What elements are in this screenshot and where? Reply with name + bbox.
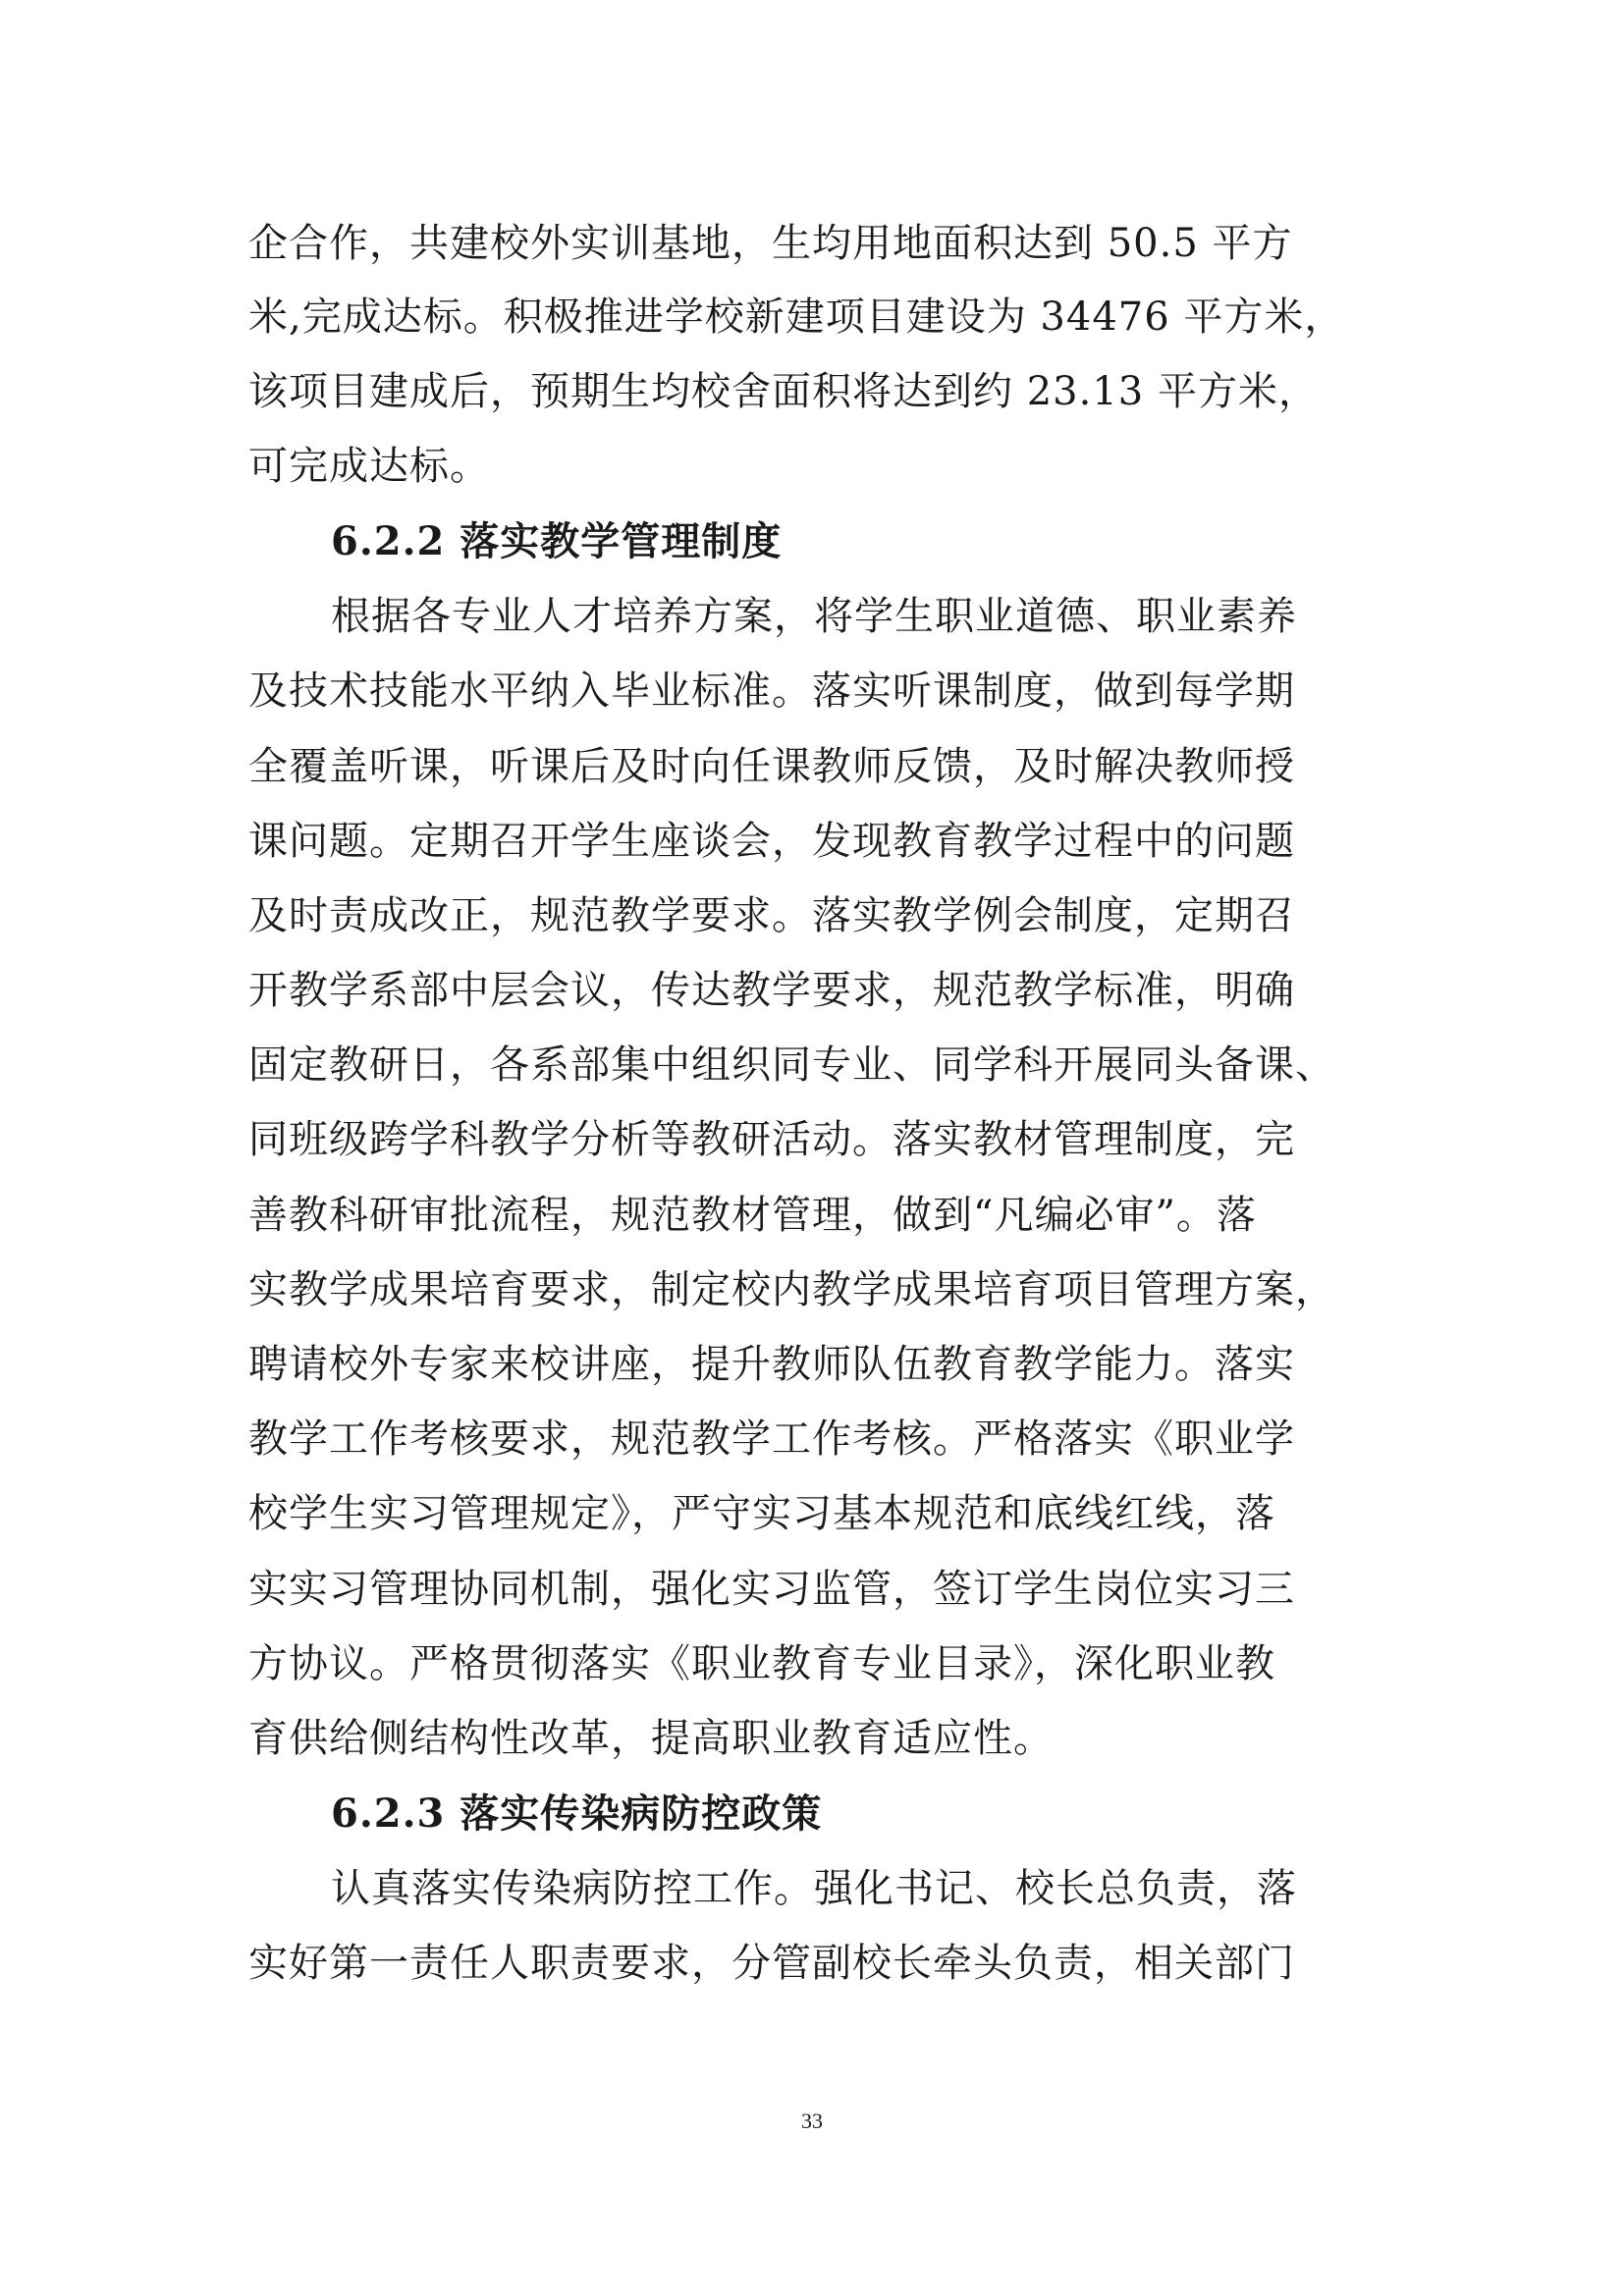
paragraph-2-line: 实教学成果培育要求，制定校内教学成果培育项目管理方案，: [248, 1267, 1335, 1312]
paragraph-1-line: 米,完成达标。积极推进学校新建项目建设为 34476 平方米，: [248, 294, 1345, 340]
paragraph-2-line: 同班级跨学科教学分析等教研活动。落实教材管理制度，完: [248, 1117, 1295, 1162]
paragraph-2-line: 聘请校外专家来校讲座，提升教师队伍教育教学能力。落实: [248, 1342, 1295, 1387]
paragraph-2-line: 固定教研日，各系部集中组织同专业、同学科开展同头备课、: [248, 1042, 1335, 1088]
paragraph-3-line: 认真落实传染病防控工作。强化书记、校长总负责，落: [331, 1866, 1297, 1911]
paragraph-2-line: 及时责成改正，规范教学要求。落实教学例会制度，定期召: [248, 893, 1295, 938]
paragraph-2-line: 方协议。严格贯彻落实《职业教育专业目录》，深化职业教: [248, 1641, 1275, 1686]
paragraph-3-line: 实好第一责任人职责要求，分管副校长牵头负责，相关部门: [248, 1941, 1295, 1986]
section-heading-6-2-2: 6.2.2 落实教学管理制度: [331, 518, 783, 564]
paragraph-1-line: 可完成达标。: [248, 444, 490, 489]
paragraph-2-line: 实实习管理协同机制，强化实习监管，签订学生岗位实习三: [248, 1567, 1295, 1612]
paragraph-2-line: 及技术技能水平纳入毕业标准。落实听课制度，做到每学期: [248, 668, 1295, 714]
paragraph-2-line: 教学工作考核要求，规范教学工作考核。严格落实《职业学: [248, 1416, 1295, 1462]
paragraph-2-line: 开教学系部中层会议，传达教学要求，规范教学标准，明确: [248, 968, 1295, 1013]
paragraph-2-line: 课问题。定期召开学生座谈会，发现教育教学过程中的问题: [248, 819, 1295, 864]
paragraph-2-line: 育供给侧结构性改革，提高职业教育适应性。: [248, 1716, 1054, 1761]
paragraph-1-line: 企合作，共建校外实训基地，生均用地面积达到 50.5 平方: [248, 221, 1293, 266]
section-heading-6-2-3: 6.2.3 落实传染病防控政策: [331, 1790, 823, 1837]
paragraph-2-line: 全覆盖听课，听课后及时向任课教师反馈，及时解决教师授: [248, 744, 1295, 789]
paragraph-1-line: 该项目建成后，预期生均校舍面积将达到约 23.13 平方米，: [248, 369, 1319, 414]
paragraph-2-line: 善教科研审批流程，规范教材管理，做到“凡编必审”。落: [248, 1193, 1257, 1238]
paragraph-2-line: 校学生实习管理规定》，严守实习基本规范和底线红线，落: [248, 1491, 1275, 1536]
paragraph-2-line: 根据各专业人才培养方案，将学生职业道德、职业素养: [331, 594, 1297, 639]
page-number: 33: [801, 2109, 823, 2133]
